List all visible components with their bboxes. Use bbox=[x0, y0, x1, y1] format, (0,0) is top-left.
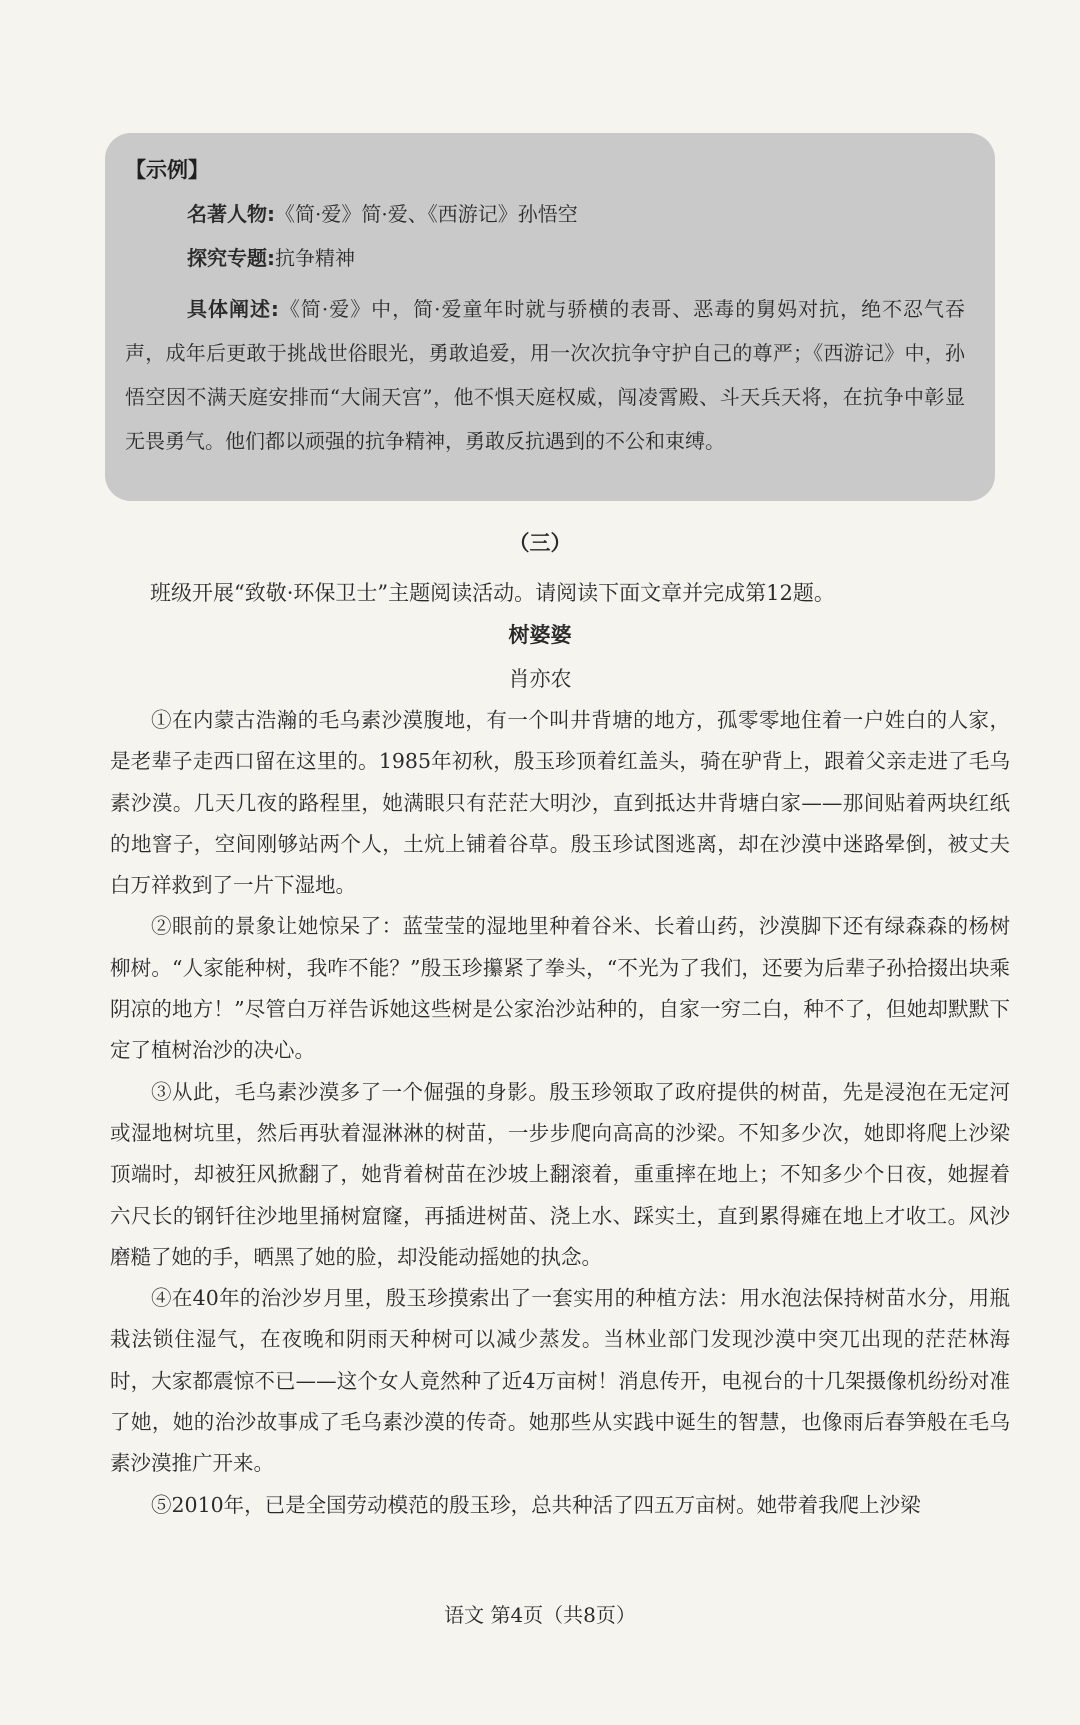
article-author: 肖亦农 bbox=[508, 667, 572, 691]
example-figures bbox=[125, 199, 965, 229]
topic-label: 探究专题: bbox=[187, 246, 275, 270]
paragraph-5: ⑤2010年，已是全国劳动模范的殷玉珍，总共种活了四五万亩树。她带着我爬上沙梁 bbox=[151, 1492, 921, 1517]
example-detail bbox=[125, 287, 965, 463]
figures-label: 名著人物: bbox=[187, 202, 275, 226]
detail-value: 《简·爱》中，简·爱童年时就与骄横的表哥、恶毒的舅妈对抗，绝不忍气吞声，成年后更敢于挑战世俗眼光，勇敢追爱，用一次次抗争守护自己的尊严；《西游记》中，孙悟空因不满天庭安排而“大闹天宫”，他不惧天庭权威，闯凌霄殿、斗天兵天将，在抗争中彰显无畏勇气。他们都以顽强的抗争精神，勇敢反抗遇到的不公和束缚。 bbox=[125, 297, 966, 453]
topic-value: 抗争精神 bbox=[275, 246, 355, 270]
paragraph-4: ④在40年的治沙岁月里，殷玉珍摸索出了一套实用的种植方法：用水泡法保持树苗水分，用瓶栽法锁住湿气，在夜晚和阴雨天种树可以减少蒸发。当林业部门发现沙漠中突兀出现的茫茫林海时，大家都震惊不已——这个女人竟然种了近4万亩树！消息传开，电视台的十几架摄像机纷纷对准了她，她的治沙故事成了毛乌素沙漠的传奇。她那些从实践中诞生的智慧，也像雨后春笋般在毛乌素沙漠推广开来。 bbox=[110, 1286, 1010, 1476]
article-title: 树婆婆 bbox=[508, 623, 572, 647]
detail-label: 具体阐述: bbox=[187, 297, 279, 321]
page-footer: 语文 第4页（共8页） bbox=[444, 1603, 636, 1627]
paragraph-1: ①在内蒙古浩瀚的毛乌素沙漠腹地，有一个叫井背塘的地方，孤零零地住着一户姓白的人家，是老辈子走西口留在这里的。1985年初秋，殷玉珍顶着红盖头，骑在驴背上，跟着父亲走进了毛乌素沙漠。几天几夜的路程里，她满眼只有茫茫大明沙，直到抵达井背塘白家——那间贴着两块红纸的地窨子，空间刚够站两个人，土炕上铺着谷草。殷玉珍试图逃离，却在沙漠中迷路晕倒，被丈夫白万祥救到了一片下湿地。 bbox=[110, 708, 1010, 898]
paragraph-2: ②眼前的景象让她惊呆了：蓝莹莹的湿地里种着谷米、长着山药，沙漠脚下还有绿森森的杨树柳树。“人家能种树，我咋不能？”殷玉珍攥紧了拳头，“不光为了我们，还要为后辈子孙拾掇出块乘阴凉的地方！”尽管白万祥告诉她这些树是公家治沙站种的，自家一穷二白，种不了，但她却默默下定了植树治沙的决心。 bbox=[110, 914, 1010, 1063]
article-body bbox=[110, 700, 1010, 1526]
figures-value: 《简·爱》简·爱、《西游记》孙悟空 bbox=[275, 202, 578, 226]
section-number: （三） bbox=[508, 531, 572, 555]
section-intro: 班级开展“致敬·环保卫士”主题阅读活动。请阅读下面文章并完成第12题。 bbox=[150, 581, 835, 605]
example-tag: 【示例】 bbox=[125, 158, 209, 182]
example-topic bbox=[125, 243, 965, 273]
example-box bbox=[105, 133, 995, 501]
paragraph-3: ③从此，毛乌素沙漠多了一个倔强的身影。殷玉珍领取了政府提供的树苗，先是浸泡在无定河或湿地树坑里，然后再驮着湿淋淋的树苗，一步步爬向高高的沙梁。不知多少次，她即将爬上沙梁顶端时，却被狂风掀翻了，她背着树苗在沙坡上翻滚着，重重摔在地上；不知多少个日夜，她握着六尺长的钢钎往沙地里捅树窟窿，再插进树苗、浇上水、踩实土，直到累得瘫在地上才收工。风沙磨糙了她的手，晒黑了她的脸，却没能动摇她的执念。 bbox=[110, 1079, 1010, 1269]
